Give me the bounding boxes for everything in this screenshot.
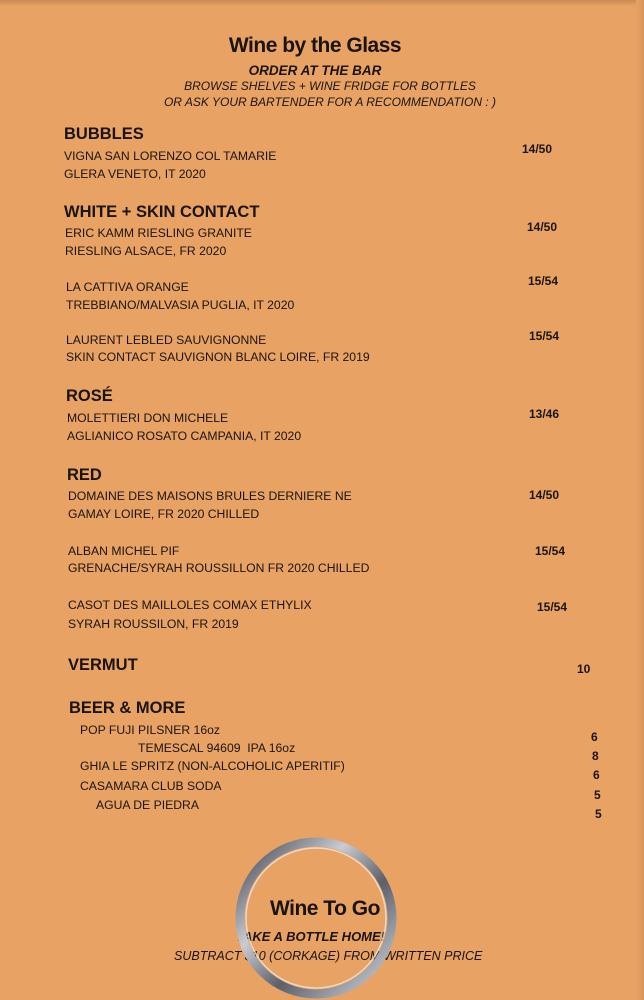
wine-name: CASOT DES MAILLOLES COMAX ETHYLIX [68, 598, 312, 612]
wine-price: 15/54 [528, 274, 559, 288]
drink-name: AGUA DE PIEDRA [96, 798, 199, 812]
wine-price: 15/54 [529, 329, 560, 343]
section-heading-white: WHITE + SKIN CONTACT [64, 203, 260, 221]
wine-to-go-subtitle: TAKE A BOTTLE HOME! [236, 929, 386, 944]
menu-note-2: OR ASK YOUR BARTENDER FOR A RECOMMENDATION : ) [163, 95, 497, 109]
wine-price: 15/54 [535, 544, 566, 558]
wine-price: 14/50 [527, 220, 558, 234]
drink-price: 6 [591, 730, 598, 744]
menu-subtitle: ORDER AT THE BAR [248, 63, 382, 78]
drink-price: 8 [592, 749, 599, 763]
wine-detail: GLERA VENETO, IT 2020 [64, 167, 206, 181]
menu-note-1: BROWSE SHELVES + WINE FRIDGE FOR BOTTLES [184, 79, 476, 93]
wine-detail: RIESLING ALSACE, FR 2020 [65, 244, 227, 258]
metal-ring-icon [232, 826, 400, 1000]
wine-detail: SYRAH ROUSSILON, FR 2019 [68, 617, 239, 631]
wine-name: MOLETTIERI DON MICHELE [67, 411, 229, 425]
paper-right-edge [636, 0, 644, 1000]
wine-price: 13/46 [529, 407, 560, 421]
wine-detail: SKIN CONTACT SAUVIGNON BLANC LOIRE, FR 2019 [66, 350, 370, 364]
drink-price: 5 [595, 807, 602, 821]
section-heading-red: RED [67, 466, 102, 484]
wine-name: LAURENT LEBLED SAUVIGNONNE [66, 333, 267, 347]
drink-name: CASAMARA CLUB SODA [80, 779, 222, 793]
wine-name: LA CATTIVA ORANGE [66, 280, 189, 294]
wine-detail: GAMAY LOIRE, FR 2020 CHILLED [68, 507, 260, 521]
wine-name: VIGNA SAN LORENZO COL TAMARIE [64, 149, 277, 163]
wine-price: 14/50 [522, 142, 553, 156]
wine-price: 14/50 [529, 488, 560, 502]
wine-price: 15/54 [537, 600, 568, 614]
wine-name: ERIC KAMM RIESLING GRANITE [65, 226, 252, 240]
section-heading-beer: BEER & MORE [69, 699, 186, 717]
vermut-price: 10 [577, 662, 591, 676]
drink-name: TEMESCAL 94609 IPA 16oz [138, 741, 296, 755]
wine-to-go-title: Wine To Go [270, 897, 380, 920]
drink-name: POP FUJI PILSNER 16oz [80, 723, 220, 737]
drink-price: 6 [593, 768, 600, 782]
wine-detail: GRENACHE/SYRAH ROUSSILLON FR 2020 CHILLED [68, 561, 370, 575]
section-heading-rose: ROSÉ [66, 387, 113, 405]
menu-title: Wine by the Glass [228, 34, 402, 57]
section-heading-vermut: VERMUT [68, 656, 138, 674]
wine-name: ALBAN MICHEL PIF [68, 544, 180, 558]
wine-to-go-note: SUBTRACT $10 (CORKAGE) FROM WRITTEN PRICE [174, 949, 483, 963]
wine-name: DOMAINE DES MAISONS BRULES DERNIERE NE [68, 489, 352, 503]
drink-name: GHIA LE SPRITZ (NON-ALCOHOLIC APERITIF) [80, 759, 345, 773]
drink-price: 5 [594, 788, 601, 802]
paper-top-edge [0, 0, 644, 6]
wine-detail: TREBBIANO/MALVASIA PUGLIA, IT 2020 [66, 298, 295, 312]
section-heading-bubbles: BUBBLES [64, 125, 144, 143]
wine-detail: AGLIANICO ROSATO CAMPANIA, IT 2020 [67, 429, 302, 443]
